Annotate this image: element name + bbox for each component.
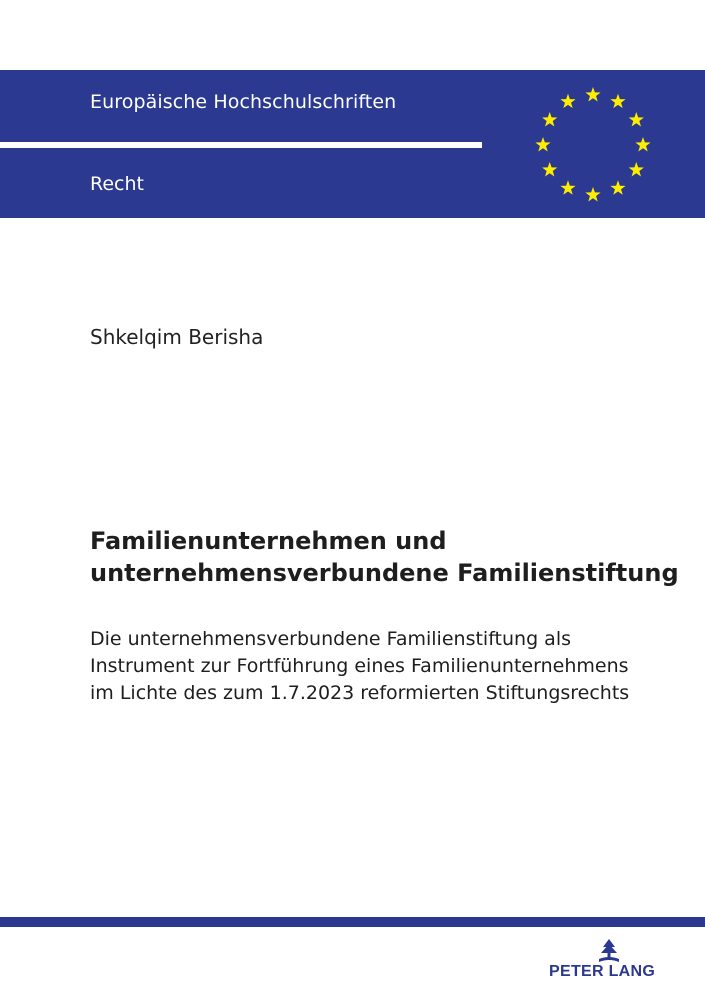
author-name: Shkelqim Berisha bbox=[90, 325, 264, 349]
subseries-label: Recht bbox=[90, 173, 144, 195]
subtitle-line: im Lichte des zum 1.7.2023 reformierten Stiftungsrechts bbox=[90, 682, 630, 704]
series-title: Europäische Hochschulschriften bbox=[90, 91, 397, 113]
subtitle-line: Die unternehmensverbundene Familienstiftung als bbox=[90, 628, 572, 650]
title-line: unternehmensverbundene Familienstiftung bbox=[90, 559, 679, 587]
star-icon bbox=[635, 137, 650, 151]
book-title bbox=[90, 525, 690, 589]
star-icon bbox=[542, 162, 557, 176]
subtitle-line: Instrument zur Fortführung eines Familienunternehmens bbox=[90, 655, 629, 677]
peter-lang-tree-icon bbox=[596, 938, 622, 966]
book-subtitle bbox=[90, 626, 690, 707]
eu-star-circle-icon bbox=[530, 80, 660, 210]
star-icon bbox=[560, 94, 575, 108]
star-icon bbox=[629, 112, 644, 126]
title-line: Familienunternehmen und bbox=[90, 527, 447, 555]
band-divider bbox=[0, 142, 482, 148]
star-icon bbox=[585, 87, 600, 101]
star-icon bbox=[535, 137, 550, 151]
star-icon bbox=[560, 180, 575, 194]
publisher-name: PETER LANG bbox=[549, 963, 656, 980]
star-icon bbox=[542, 112, 557, 126]
bottom-rule bbox=[0, 917, 705, 927]
star-icon bbox=[585, 187, 600, 201]
star-icon bbox=[610, 180, 625, 194]
star-icon bbox=[610, 94, 625, 108]
star-icon bbox=[629, 162, 644, 176]
